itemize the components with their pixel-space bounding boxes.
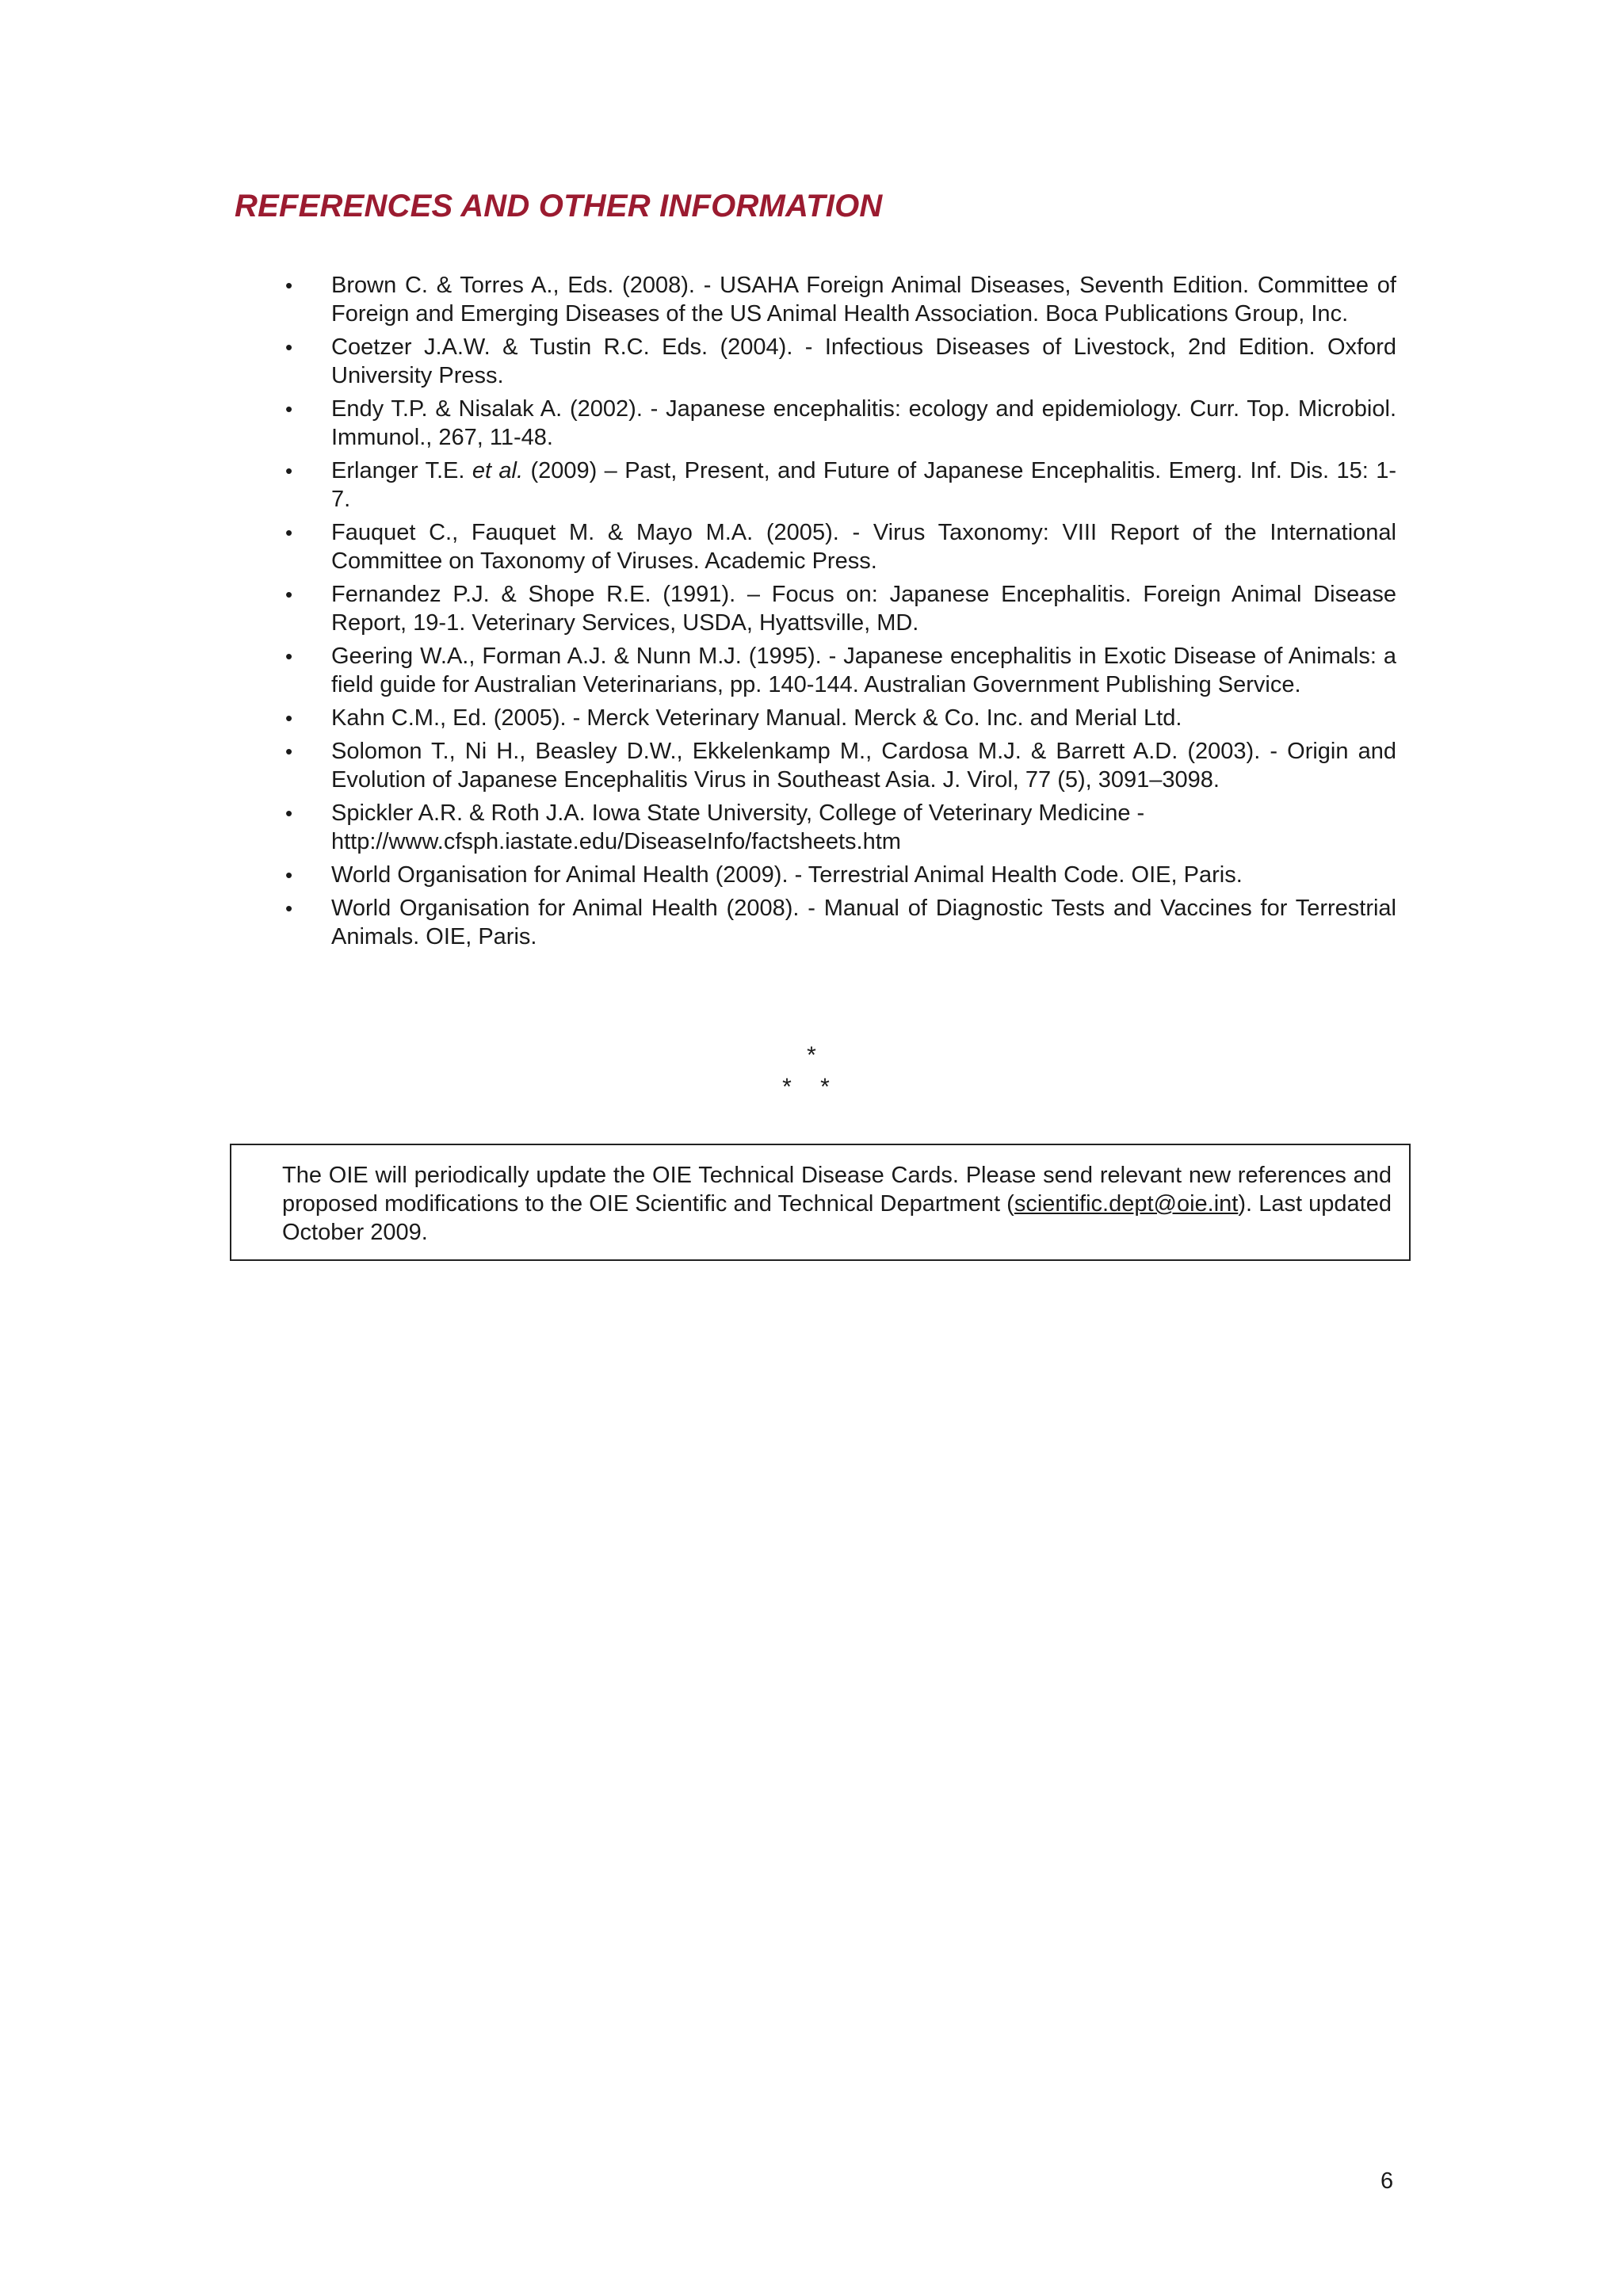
email-link[interactable]: scientific.dept@oie.int bbox=[1014, 1191, 1239, 1217]
bullet-icon: • bbox=[285, 706, 293, 730]
reference-text-end: (2009) – Past, Present, and Future of Japanese Encephalitis. Emerg. Inf. Dis. 15: 1-7. bbox=[331, 458, 1396, 512]
reference-item bbox=[285, 642, 1396, 699]
bullet-icon: • bbox=[285, 397, 293, 421]
reference-list bbox=[285, 271, 1396, 956]
reference-item bbox=[285, 799, 1396, 856]
update-notice-text bbox=[282, 1161, 1392, 1247]
reference-text: Endy T.P. & Nisalak A. (2002). - Japanese encephalitis: ecology and epidemiology. Curr. Top. Microbiol. Immunol., 267, 11-48. bbox=[331, 396, 1396, 450]
bullet-icon: • bbox=[285, 863, 293, 887]
reference-text: World Organisation for Animal Health (2008). - Manual of Diagnostic Tests and Vaccines for Terrestrial Animals. OIE, Paris. bbox=[331, 896, 1396, 949]
update-notice-box bbox=[230, 1144, 1411, 1261]
bullet-icon: • bbox=[285, 896, 293, 920]
section-heading: REFERENCES AND OTHER INFORMATION bbox=[235, 189, 883, 223]
reference-text: Fernandez P.J. & Shope R.E. (1991). – Focus on: Japanese Encephalitis. Foreign Animal Disease Report, 19-1. Veterinary Services, USDA, Hyattsville, MD. bbox=[331, 582, 1396, 636]
notice-text-start: The OIE will periodically update the OIE Technical Disease Cards. Please send relevant new references and proposed modifications to the OIE Scientific and Technical Department ( bbox=[282, 1163, 1392, 1217]
separator-bottom-stars: * * bbox=[782, 1074, 841, 1100]
page-number: 6 bbox=[1381, 2168, 1394, 2194]
bullet-icon: • bbox=[285, 739, 293, 763]
reference-item bbox=[285, 737, 1396, 794]
bullet-icon: • bbox=[285, 801, 293, 825]
reference-item bbox=[285, 333, 1396, 390]
reference-item bbox=[285, 580, 1396, 637]
reference-italic: et al. bbox=[472, 458, 524, 483]
reference-url: http://www.cfsph.iastate.edu/DiseaseInfo/factsheets.htm bbox=[331, 829, 901, 854]
reference-item bbox=[285, 518, 1396, 575]
bullet-icon: • bbox=[285, 521, 293, 544]
reference-text: World Organisation for Animal Health (2009). - Terrestrial Animal Health Code. OIE, Paris. bbox=[331, 862, 1243, 888]
reference-text: Coetzer J.A.W. & Tustin R.C. Eds. (2004). - Infectious Diseases of Livestock, 2nd Edition. Oxford University Press. bbox=[331, 334, 1396, 388]
reference-text: Kahn C.M., Ed. (2005). - Merck Veterinary Manual. Merck & Co. Inc. and Merial Ltd. bbox=[331, 705, 1182, 731]
reference-item bbox=[285, 395, 1396, 452]
reference-text: Fauquet C., Fauquet M. & Mayo M.A. (2005). - Virus Taxonomy: VIII Report of the International Committee on Taxonomy of Viruses. Academic Press. bbox=[331, 520, 1396, 574]
reference-text: Geering W.A., Forman A.J. & Nunn M.J. (1995). - Japanese encephalitis in Exotic Disease of Animals: a field guide for Australian Veterinarians, pp. 140-144. Australian Government Publishing Service. bbox=[331, 644, 1396, 697]
notice-text-end: ). Last updated October 2009. bbox=[282, 1191, 1392, 1245]
reference-item bbox=[285, 861, 1396, 889]
reference-item bbox=[285, 704, 1396, 732]
reference-item bbox=[285, 271, 1396, 328]
reference-item bbox=[285, 894, 1396, 951]
reference-text: Solomon T., Ni H., Beasley D.W., Ekkelenkamp M., Cardosa M.J. & Barrett A.D. (2003). - Origin and Evolution of Japanese Encephalitis Virus in Southeast Asia. J. Virol, 77 (5), 3091–3098. bbox=[331, 739, 1396, 793]
bullet-icon: • bbox=[285, 459, 293, 483]
reference-text: Brown C. & Torres A., Eds. (2008). - USAHA Foreign Animal Diseases, Seventh Edition. Committee of Foreign and Emerging Diseases of the US Animal Health Association. Boca Publications Group, Inc. bbox=[331, 273, 1396, 327]
bullet-icon: • bbox=[285, 335, 293, 359]
reference-text: Spickler A.R. & Roth J.A. Iowa State University, College of Veterinary Medicine - bbox=[331, 800, 1145, 826]
bullet-icon: • bbox=[285, 583, 293, 606]
section-separator bbox=[0, 1040, 1623, 1103]
separator-top-star: * bbox=[807, 1042, 816, 1068]
reference-text-start: Erlanger T.E. bbox=[331, 458, 472, 483]
bullet-icon: • bbox=[285, 644, 293, 668]
reference-item bbox=[285, 457, 1396, 514]
bullet-icon: • bbox=[285, 273, 293, 297]
